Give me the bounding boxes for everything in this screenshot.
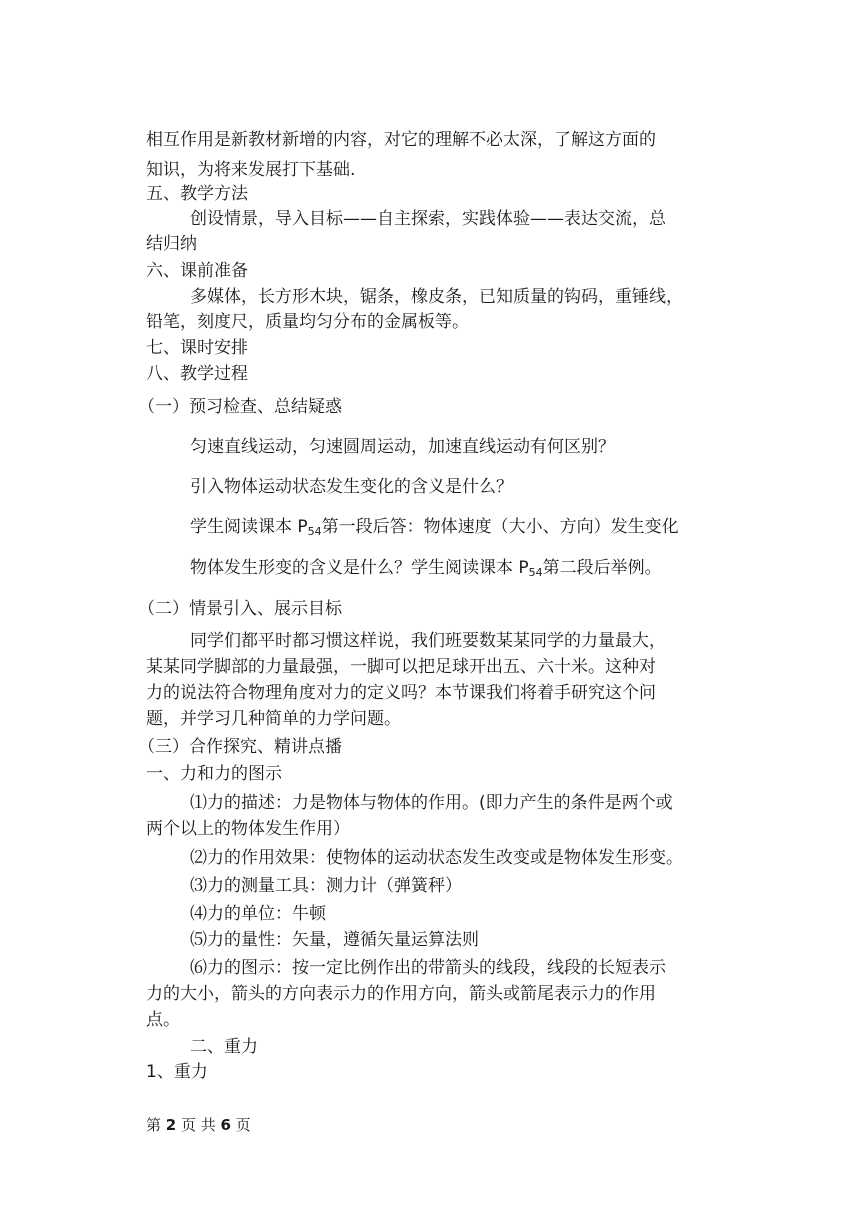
- paragraph-line: 多媒体，长方形木块，锯条，橡皮条，已知质量的钩码，重锤线，: [190, 287, 683, 307]
- paragraph-line: 同学们都平时都习惯这样说，我们班要数某某同学的力量最大，: [190, 631, 666, 651]
- page-footer: [146, 1114, 251, 1136]
- paragraph-line: 某某同学脚部的力量最强，一脚可以把足球开出五、六十米。这种对: [146, 657, 656, 677]
- paragraph-line: 题，并学习几种简单的力学问题。: [146, 709, 401, 729]
- list-item: ⑷力的单位：牛顿: [190, 904, 326, 924]
- text-run: 第一段后答：物体速度（大小、方向）发生变化: [321, 517, 679, 537]
- text-run: 学生阅读课本 P: [190, 517, 308, 537]
- list-item-continuation: 力的大小，箭头的方向表示力的作用方向，箭头或箭尾表示力的作用: [146, 984, 656, 1004]
- paragraph-line: 铅笔，刻度尺，质量均匀分布的金属板等。: [146, 312, 469, 332]
- subsection-heading: （一）预习检查、总结疑惑: [138, 397, 342, 417]
- subsection-heading: （二）情景引入、展示目标: [138, 599, 342, 619]
- list-item: ⑵力的作用效果：使物体的运动状态发生改变或是物体发生形变。: [190, 848, 683, 868]
- subscript: 54: [528, 566, 543, 579]
- list-item: ⑸力的量性：矢量，遵循矢量运算法则: [190, 930, 479, 950]
- subsection-heading: （三）合作探究、精讲点播: [138, 737, 342, 757]
- subscript: 54: [307, 525, 322, 538]
- list-item: ⑴力的描述：力是物体与物体的作用。(即力产生的条件是两个或: [190, 793, 673, 813]
- text-run: 第二段后举例。: [542, 558, 662, 578]
- section-heading: 七、课时安排: [146, 338, 248, 358]
- paragraph-line: 相互作用是新教材新增的内容，对它的理解不必太深，了解这方面的: [146, 130, 656, 150]
- paragraph-line: 创设情景，导入目标——自主探索，实践体验——表达交流，总: [190, 209, 666, 229]
- total-page-count: 6: [220, 1116, 231, 1134]
- list-item-continuation: 点。: [146, 1010, 180, 1030]
- question-line: [190, 514, 718, 545]
- footer-text: 第: [146, 1116, 166, 1134]
- section-heading: 六、课前准备: [146, 261, 248, 281]
- section-heading: 八、教学过程: [146, 364, 248, 384]
- footer-text: 页 共: [176, 1116, 221, 1134]
- section-heading: 一、力和力的图示: [146, 764, 282, 784]
- subsection-heading: 1、重力: [146, 1062, 208, 1082]
- question-line: 引入物体运动状态发生变化的含义是什么？: [190, 477, 513, 497]
- list-item: ⑶力的测量工具：测力计（弹簧秤）: [190, 876, 462, 896]
- list-item-continuation: 两个以上的物体发生作用）: [146, 819, 350, 839]
- text-run: 物体发生形变的含义是什么？学生阅读课本 P: [190, 558, 529, 578]
- question-line: 匀速直线运动，匀速圆周运动，加速直线运动有何区别？: [190, 437, 615, 457]
- current-page-number: 2: [165, 1116, 177, 1134]
- footer-text: 页: [230, 1116, 251, 1134]
- section-heading: 二、重力: [190, 1037, 258, 1057]
- paragraph-line: 力的说法符合物理角度对力的定义吗？本节课我们将着手研究这个问: [146, 683, 656, 703]
- list-item: ⑹力的图示：按一定比例作出的带箭头的线段，线段的长短表示: [190, 958, 666, 978]
- section-heading: 五、教学方法: [146, 184, 248, 204]
- paragraph-line: 结归纳: [146, 234, 197, 254]
- paragraph-line: 知识，为将来发展打下基础.: [146, 160, 356, 180]
- question-line: [190, 555, 718, 586]
